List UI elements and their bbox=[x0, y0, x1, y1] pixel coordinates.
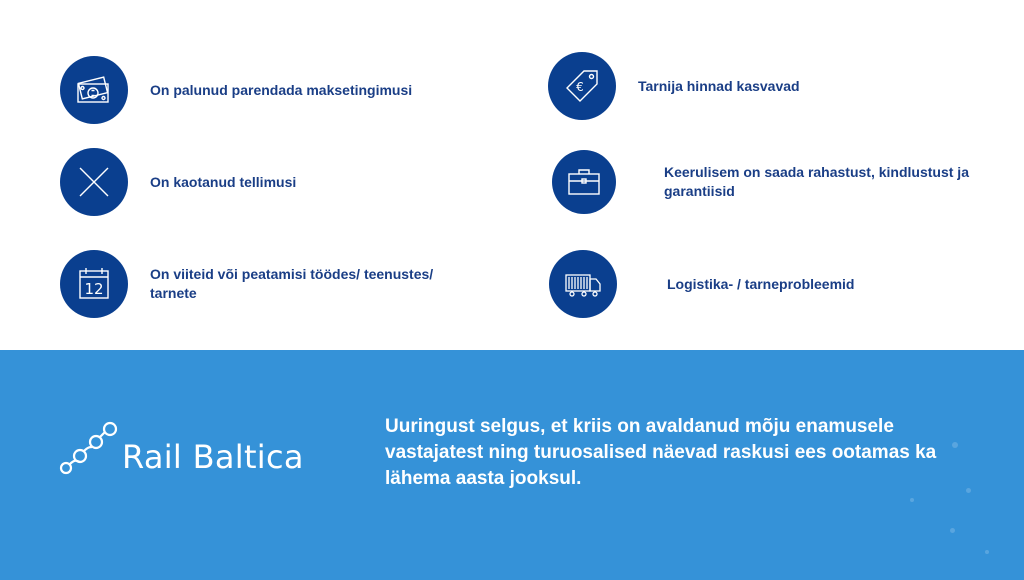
logo-text: Rail Baltica bbox=[122, 438, 304, 476]
item-payment-terms bbox=[60, 56, 470, 124]
item-label: On viiteid või peatamisi töödes/ teenustes/ tarnete bbox=[150, 266, 434, 301]
briefcase-icon bbox=[552, 150, 616, 214]
decorative-dot bbox=[910, 498, 914, 502]
item-label: On kaotanud tellimusi bbox=[150, 173, 297, 190]
decorative-dot bbox=[950, 528, 955, 533]
decorative-dot bbox=[966, 488, 971, 493]
item-label: On palunud parendada maksetingimusi bbox=[150, 81, 413, 98]
summary-banner bbox=[0, 350, 1024, 580]
truck-icon bbox=[549, 250, 617, 318]
item-supplier-prices bbox=[548, 52, 958, 120]
rail-baltica-logo-icon bbox=[58, 420, 120, 478]
item-label: Logistika- / tarneprobleemid bbox=[667, 275, 855, 292]
money-icon bbox=[60, 56, 128, 124]
decorative-dot bbox=[985, 550, 989, 554]
rail-baltica-logo bbox=[58, 420, 304, 478]
calendar-day: 12 bbox=[84, 280, 104, 298]
item-logistics bbox=[549, 250, 987, 318]
item-financing bbox=[552, 150, 974, 214]
price-tag-icon bbox=[548, 52, 616, 120]
item-lost-orders bbox=[60, 148, 470, 216]
svg-text:€: € bbox=[576, 80, 584, 94]
calendar-icon bbox=[60, 250, 128, 318]
cross-icon bbox=[60, 148, 128, 216]
item-label: Tarnija hinnad kasvavad bbox=[638, 77, 800, 94]
item-delays bbox=[60, 250, 470, 318]
summary-text: Uuringust selgus, et kriis on avaldanud mõju enamusele vastajatest ning turuosalised näevad raskusi ees ootamas ka lähema aasta jooksul. bbox=[385, 416, 937, 489]
item-label: Keerulisem on saada rahastust, kindlustust ja garantiisid bbox=[664, 164, 969, 199]
